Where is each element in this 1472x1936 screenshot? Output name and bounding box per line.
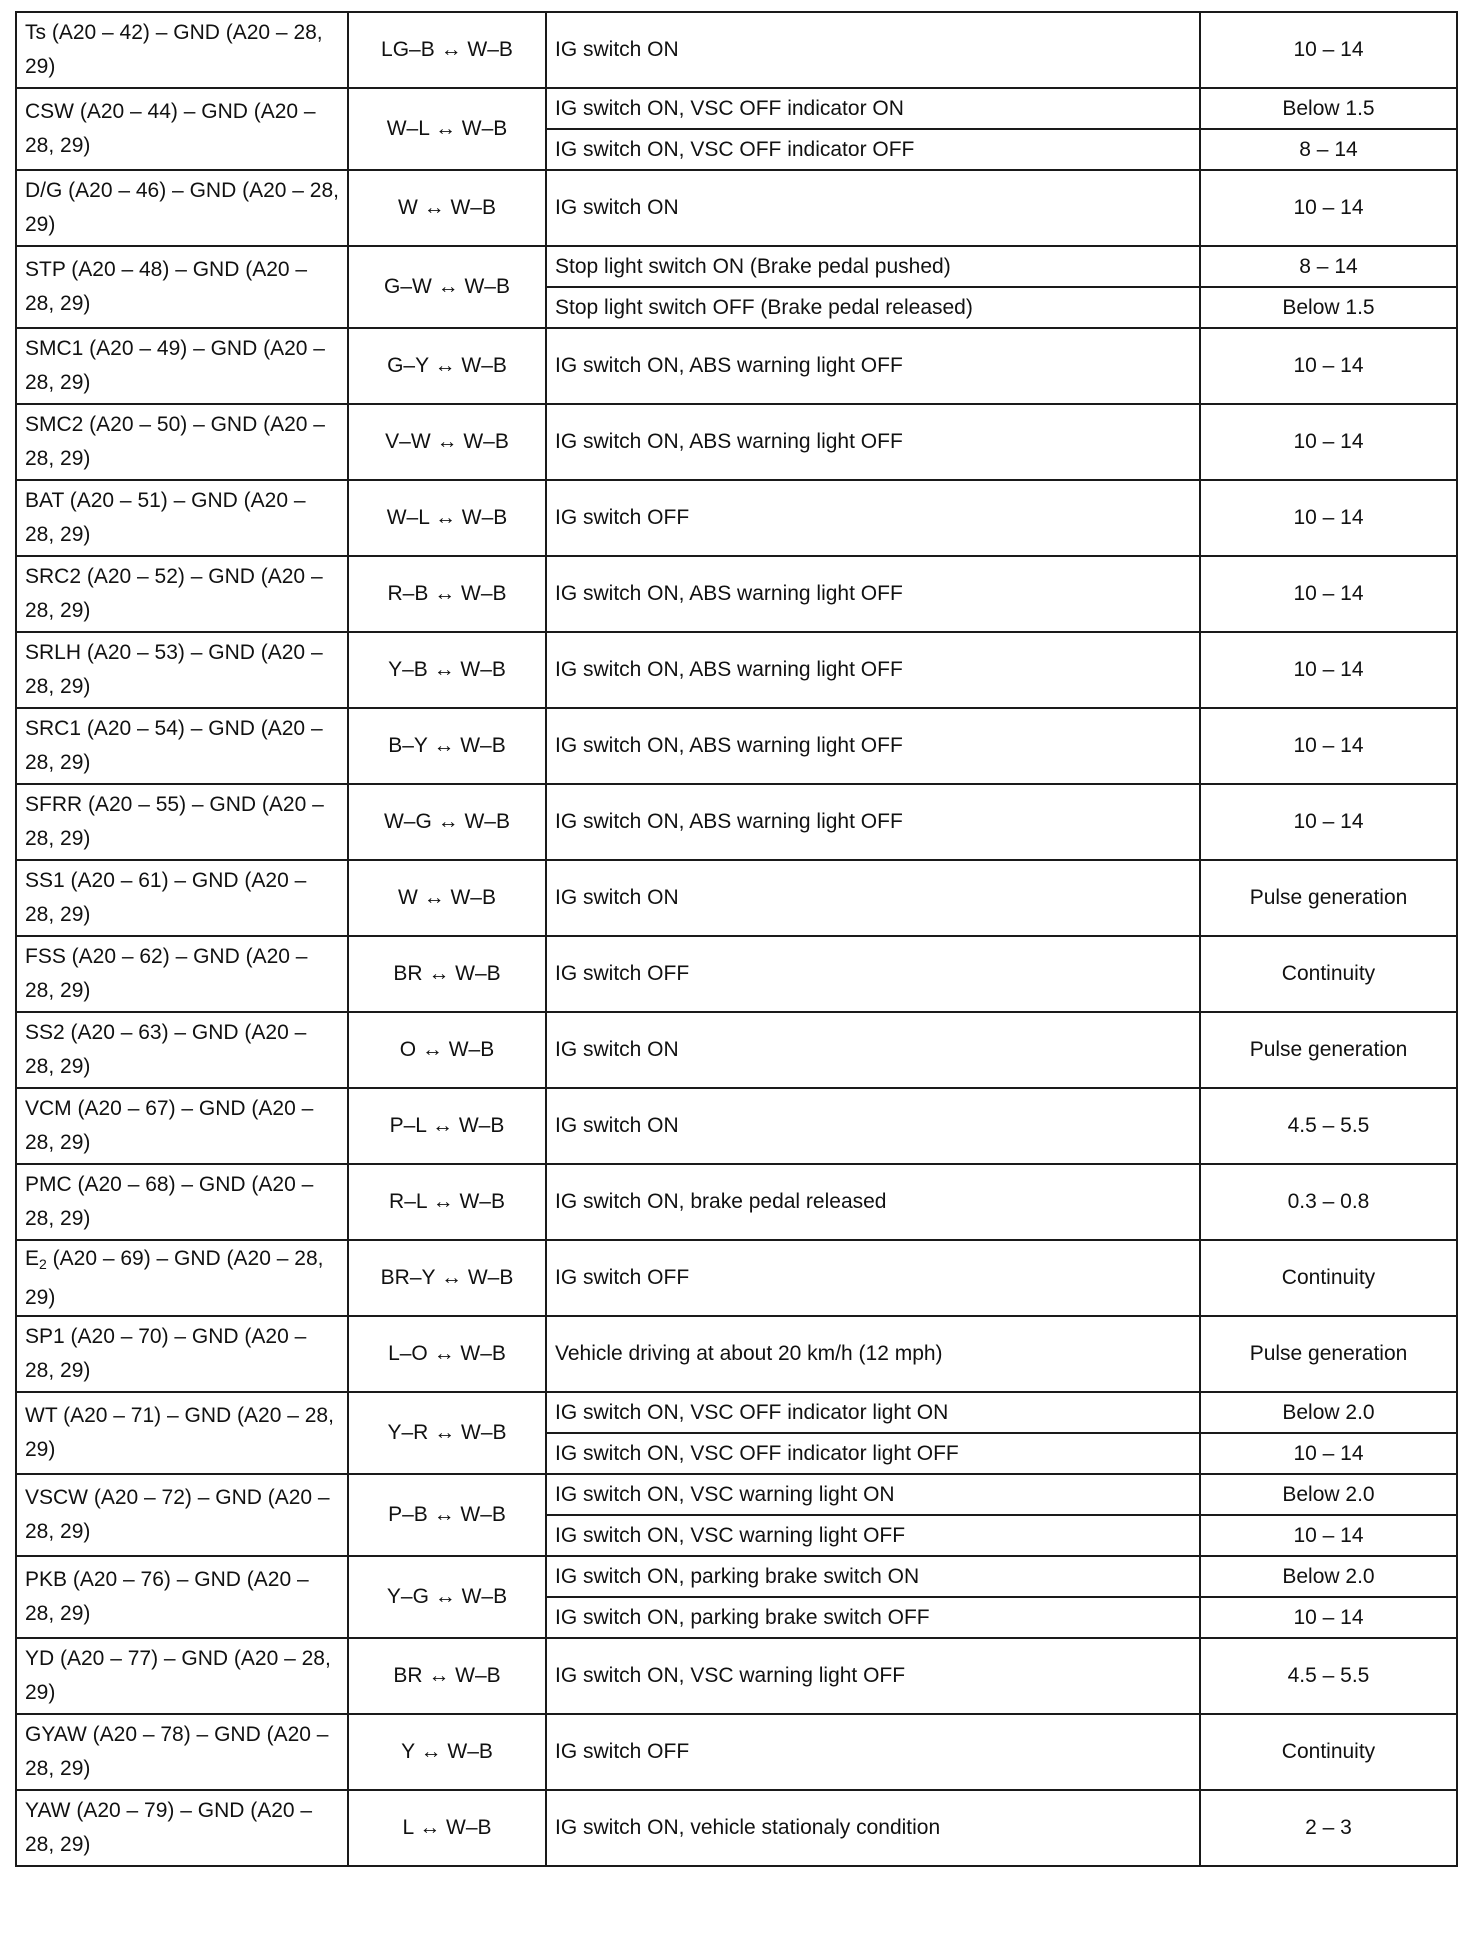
table-row [16, 1164, 1457, 1240]
condition-cell: Stop light switch ON (Brake pedal pushed) [546, 246, 1200, 287]
condition-cell: IG switch ON, parking brake switch ON [546, 1556, 1200, 1597]
table-row [16, 12, 1457, 88]
wiring-color-cell: BR–Y ↔ W–B [348, 1240, 546, 1316]
terminal-cell: GYAW (A20 – 78) – GND (A20 – 28, 29) [16, 1714, 348, 1790]
spec-cell: 10 – 14 [1200, 170, 1457, 246]
spec-cell: 10 – 14 [1200, 632, 1457, 708]
spec-cell: 0.3 – 0.8 [1200, 1164, 1457, 1240]
table-row [16, 1012, 1457, 1088]
spec-cell: Continuity [1200, 1714, 1457, 1790]
condition-cell: IG switch ON, ABS warning light OFF [546, 632, 1200, 708]
table-row [16, 556, 1457, 632]
spec-cell: Pulse generation [1200, 1316, 1457, 1392]
condition-cell: IG switch OFF [546, 1240, 1200, 1316]
spec-cell: 4.5 – 5.5 [1200, 1638, 1457, 1714]
condition-cell: IG switch ON, VSC OFF indicator OFF [546, 129, 1200, 170]
wiring-color-cell: R–B ↔ W–B [348, 556, 546, 632]
terminal-pins: (A20 – 69) – GND (A20 – 28, 29) [25, 1246, 324, 1309]
terminal-cell: VSCW (A20 – 72) – GND (A20 – 28, 29) [16, 1474, 348, 1556]
terminal-subscript: 2 [39, 1255, 47, 1272]
condition-cell: IG switch OFF [546, 936, 1200, 1012]
spec-cell: 10 – 14 [1200, 328, 1457, 404]
table-row [16, 1316, 1457, 1392]
spec-cell: 10 – 14 [1200, 1515, 1457, 1556]
wiring-color-cell: Y–G ↔ W–B [348, 1556, 546, 1638]
terminal-cell: SRC1 (A20 – 54) – GND (A20 – 28, 29) [16, 708, 348, 784]
wiring-color-cell: W ↔ W–B [348, 170, 546, 246]
table-row [16, 246, 1457, 287]
condition-cell: IG switch OFF [546, 1714, 1200, 1790]
spec-cell: 8 – 14 [1200, 129, 1457, 170]
terminal-cell: SMC2 (A20 – 50) – GND (A20 – 28, 29) [16, 404, 348, 480]
wiring-color-cell: Y–B ↔ W–B [348, 632, 546, 708]
table-row [16, 480, 1457, 556]
condition-cell: IG switch ON, VSC OFF indicator light ON [546, 1392, 1200, 1433]
spec-cell: 10 – 14 [1200, 404, 1457, 480]
condition-cell: IG switch ON, VSC OFF indicator ON [546, 88, 1200, 129]
condition-cell: Vehicle driving at about 20 km/h (12 mph) [546, 1316, 1200, 1392]
spec-cell: Below 2.0 [1200, 1556, 1457, 1597]
wiring-color-cell: R–L ↔ W–B [348, 1164, 546, 1240]
table-row [16, 88, 1457, 129]
table-row [16, 328, 1457, 404]
condition-cell: IG switch ON, VSC warning light OFF [546, 1638, 1200, 1714]
wiring-color-cell: W ↔ W–B [348, 860, 546, 936]
table-row [16, 1790, 1457, 1866]
spec-cell: Below 1.5 [1200, 287, 1457, 328]
terminal-cell: STP (A20 – 48) – GND (A20 – 28, 29) [16, 246, 348, 328]
condition-cell: IG switch ON, vehicle stationaly condition [546, 1790, 1200, 1866]
condition-cell: IG switch ON [546, 12, 1200, 88]
table-row [16, 1240, 1457, 1316]
table-row [16, 632, 1457, 708]
condition-cell: IG switch ON, ABS warning light OFF [546, 404, 1200, 480]
table-row [16, 1556, 1457, 1597]
terminal-cell [16, 1240, 348, 1316]
terminal-cell: VCM (A20 – 67) – GND (A20 – 28, 29) [16, 1088, 348, 1164]
wiring-color-cell: Y ↔ W–B [348, 1714, 546, 1790]
terminal-cell: CSW (A20 – 44) – GND (A20 – 28, 29) [16, 88, 348, 170]
spec-cell: 10 – 14 [1200, 1597, 1457, 1638]
spec-cell: Continuity [1200, 936, 1457, 1012]
condition-cell: IG switch ON [546, 1012, 1200, 1088]
table-body [16, 12, 1457, 1866]
condition-cell: IG switch ON, ABS warning light OFF [546, 556, 1200, 632]
terminal-cell: SS1 (A20 – 61) – GND (A20 – 28, 29) [16, 860, 348, 936]
wiring-color-cell: BR ↔ W–B [348, 936, 546, 1012]
wiring-color-cell: L ↔ W–B [348, 1790, 546, 1866]
spec-cell: Pulse generation [1200, 1012, 1457, 1088]
terminal-voltage-table-page [15, 11, 1456, 1867]
condition-cell: IG switch ON [546, 860, 1200, 936]
spec-cell: 10 – 14 [1200, 708, 1457, 784]
spec-cell: 10 – 14 [1200, 12, 1457, 88]
spec-cell: Below 1.5 [1200, 88, 1457, 129]
terminal-name: E [25, 1246, 40, 1270]
spec-cell: 8 – 14 [1200, 246, 1457, 287]
terminal-cell: BAT (A20 – 51) – GND (A20 – 28, 29) [16, 480, 348, 556]
terminal-cell: PMC (A20 – 68) – GND (A20 – 28, 29) [16, 1164, 348, 1240]
wiring-color-cell: P–L ↔ W–B [348, 1088, 546, 1164]
wiring-color-cell: BR ↔ W–B [348, 1638, 546, 1714]
wiring-color-cell: W–G ↔ W–B [348, 784, 546, 860]
wiring-color-cell: G–W ↔ W–B [348, 246, 546, 328]
wiring-color-cell: V–W ↔ W–B [348, 404, 546, 480]
condition-cell: IG switch ON, ABS warning light OFF [546, 328, 1200, 404]
spec-cell: 2 – 3 [1200, 1790, 1457, 1866]
table-row [16, 784, 1457, 860]
terminal-cell: SMC1 (A20 – 49) – GND (A20 – 28, 29) [16, 328, 348, 404]
table-row [16, 170, 1457, 246]
condition-cell: IG switch ON, ABS warning light OFF [546, 708, 1200, 784]
wiring-color-cell: G–Y ↔ W–B [348, 328, 546, 404]
spec-cell: 4.5 – 5.5 [1200, 1088, 1457, 1164]
condition-cell: IG switch ON, VSC OFF indicator light OFF [546, 1433, 1200, 1474]
terminal-cell: SRLH (A20 – 53) – GND (A20 – 28, 29) [16, 632, 348, 708]
spec-cell: 10 – 14 [1200, 480, 1457, 556]
condition-cell: IG switch ON, VSC warning light OFF [546, 1515, 1200, 1556]
wiring-color-cell: LG–B ↔ W–B [348, 12, 546, 88]
terminal-cell: SP1 (A20 – 70) – GND (A20 – 28, 29) [16, 1316, 348, 1392]
spec-cell: Below 2.0 [1200, 1474, 1457, 1515]
table-row [16, 1474, 1457, 1515]
terminal-cell: Ts (A20 – 42) – GND (A20 – 28, 29) [16, 12, 348, 88]
spec-cell: Continuity [1200, 1240, 1457, 1316]
condition-cell: IG switch ON, ABS warning light OFF [546, 784, 1200, 860]
condition-cell: IG switch ON, parking brake switch OFF [546, 1597, 1200, 1638]
wiring-color-cell: Y–R ↔ W–B [348, 1392, 546, 1474]
terminal-cell: WT (A20 – 71) – GND (A20 – 28, 29) [16, 1392, 348, 1474]
condition-cell: IG switch ON [546, 1088, 1200, 1164]
condition-cell: IG switch ON, VSC warning light ON [546, 1474, 1200, 1515]
wiring-color-cell: W–L ↔ W–B [348, 88, 546, 170]
wiring-color-cell: O ↔ W–B [348, 1012, 546, 1088]
spec-cell: Below 2.0 [1200, 1392, 1457, 1433]
condition-cell: IG switch ON [546, 170, 1200, 246]
wiring-color-cell: P–B ↔ W–B [348, 1474, 546, 1556]
condition-cell: Stop light switch OFF (Brake pedal released) [546, 287, 1200, 328]
terminal-cell: YD (A20 – 77) – GND (A20 – 28, 29) [16, 1638, 348, 1714]
table-row [16, 1714, 1457, 1790]
spec-cell: 10 – 14 [1200, 556, 1457, 632]
terminal-cell: SS2 (A20 – 63) – GND (A20 – 28, 29) [16, 1012, 348, 1088]
condition-cell: IG switch OFF [546, 480, 1200, 556]
terminal-cell: SFRR (A20 – 55) – GND (A20 – 28, 29) [16, 784, 348, 860]
table-row [16, 404, 1457, 480]
spec-cell: Pulse generation [1200, 860, 1457, 936]
condition-cell: IG switch ON, brake pedal released [546, 1164, 1200, 1240]
terminal-cell: YAW (A20 – 79) – GND (A20 – 28, 29) [16, 1790, 348, 1866]
table-row [16, 1392, 1457, 1433]
table-row [16, 708, 1457, 784]
terminal-cell: SRC2 (A20 – 52) – GND (A20 – 28, 29) [16, 556, 348, 632]
spec-cell: 10 – 14 [1200, 1433, 1457, 1474]
table-row [16, 860, 1457, 936]
terminal-cell: PKB (A20 – 76) – GND (A20 – 28, 29) [16, 1556, 348, 1638]
terminal-voltage-table [15, 11, 1458, 1867]
wiring-color-cell: W–L ↔ W–B [348, 480, 546, 556]
spec-cell: 10 – 14 [1200, 784, 1457, 860]
table-row [16, 1638, 1457, 1714]
terminal-cell: D/G (A20 – 46) – GND (A20 – 28, 29) [16, 170, 348, 246]
table-row [16, 1088, 1457, 1164]
terminal-cell: FSS (A20 – 62) – GND (A20 – 28, 29) [16, 936, 348, 1012]
wiring-color-cell: L–O ↔ W–B [348, 1316, 546, 1392]
table-row [16, 936, 1457, 1012]
wiring-color-cell: B–Y ↔ W–B [348, 708, 546, 784]
